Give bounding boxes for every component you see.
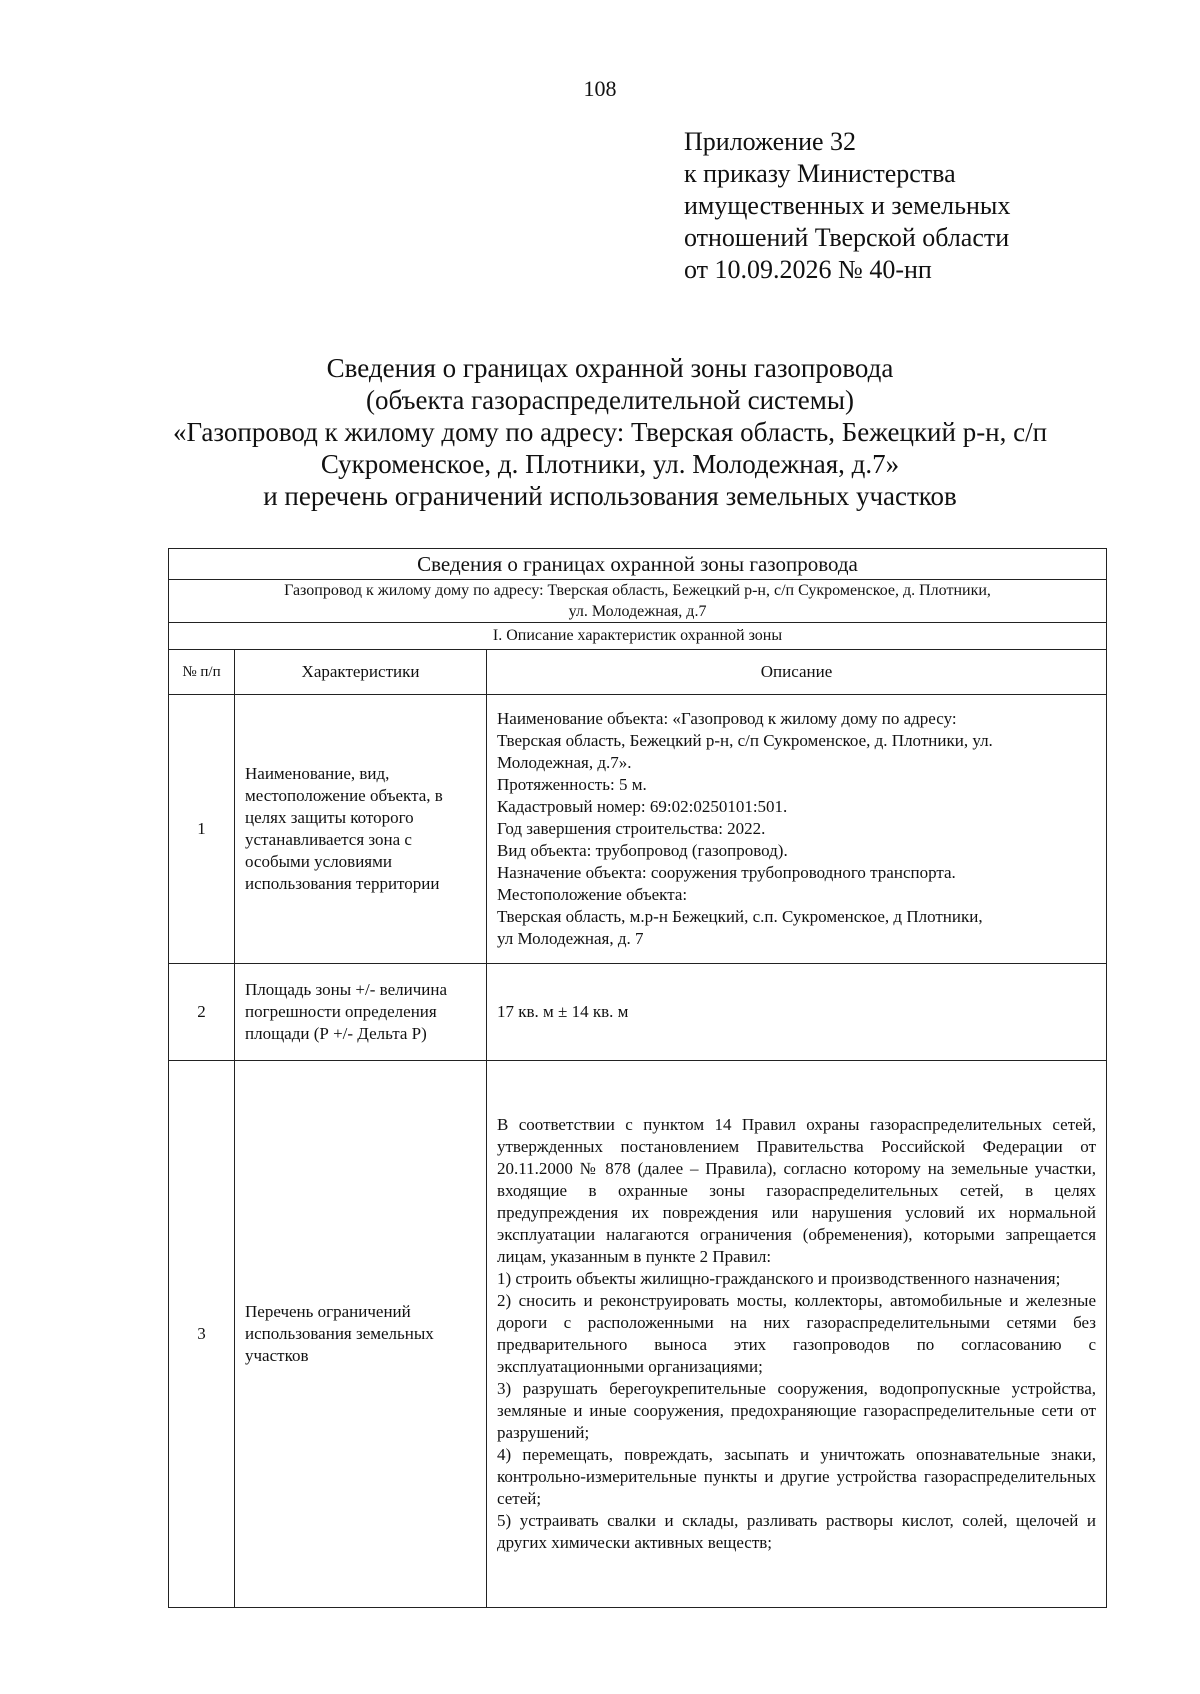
protection-zone-table xyxy=(168,548,1107,1608)
document-title xyxy=(150,352,1070,512)
title-line: «Газопровод к жилому дому по адресу: Тверская область, Бежецкий р-н, с/п xyxy=(172,417,1048,447)
column-header-characteristics: Характеристики xyxy=(235,650,487,695)
description-paragraph: 4) перемещать, повреждать, засыпать и уничтожать опознавательные знаки, контрольно-измерительные пункты и другие устройства газораспределительных сетей; xyxy=(497,1445,1097,1508)
title-line: и перечень ограничений использования земельных участков xyxy=(263,481,957,511)
appendix-line: от 10.09.2026 № 40-нп xyxy=(684,255,932,284)
description-line: Наименование объекта: «Газопровод к жилому дому по адресу: xyxy=(497,709,957,728)
table-header-title: Сведения о границах охранной зоны газопровода xyxy=(169,549,1107,580)
row-number: 1 xyxy=(169,695,235,964)
column-header-description: Описание xyxy=(487,650,1107,695)
description-line: Местоположение объекта: xyxy=(497,885,688,904)
description-paragraph: 2) сносить и реконструировать мосты, коллекторы, автомобильные и железные дороги с расположенными на них газораспределительными сетями без предварительного выноса этих газопроводов по согласованию с эксплуатационными организациями; xyxy=(497,1291,1097,1376)
row-description xyxy=(487,695,1107,964)
appendix-line: Приложение 32 xyxy=(684,127,857,156)
description-line: Протяженность: 5 м. xyxy=(497,775,647,794)
table-row xyxy=(169,695,1107,964)
table-object-row xyxy=(169,580,1107,623)
column-header-num: № п/п xyxy=(169,650,235,695)
title-line: Сукроменское, д. Плотники, ул. Молодежная, д.7» xyxy=(320,449,900,479)
description-line: ул Молодежная, д. 7 xyxy=(497,929,644,948)
row-description xyxy=(487,964,1107,1061)
row-number: 3 xyxy=(169,1061,235,1608)
description-line: Молодежная, д.7». xyxy=(497,753,632,772)
description-paragraph: 5) устраивать свалки и склады, разливать растворы кислот, солей, щелочей и других химически активных веществ; xyxy=(497,1511,1097,1552)
appendix-block xyxy=(684,126,1010,286)
table-section-row xyxy=(169,623,1107,650)
table-row xyxy=(169,964,1107,1061)
table-section-title: I. Описание характеристик охранной зоны xyxy=(169,623,1107,650)
row-number: 2 xyxy=(169,964,235,1061)
table-row xyxy=(169,1061,1107,1608)
description-paragraph: 1) строить объекты жилищно-гражданского и производственного назначения; xyxy=(497,1269,1061,1288)
appendix-line: отношений Тверской области xyxy=(684,223,1010,252)
description-line: Кадастровый номер: 69:02:0250101:501. xyxy=(497,797,788,816)
description-paragraph: 3) разрушать берегоукрепительные сооружения, водопропускные устройства, земляные и иные сооружения, предохраняющие газораспределительные сети от разрушений; xyxy=(497,1379,1097,1442)
description-line: Тверская область, Бежецкий р-н, с/п Сукроменское, д. Плотники, ул. xyxy=(497,731,993,750)
row-characteristic: Наименование, вид, местоположение объекта, в целях защиты которого устанавливается зона с особыми условиями использования территории xyxy=(235,695,487,964)
table-object-name xyxy=(169,580,1107,623)
title-line: Сведения о границах охранной зоны газопровода xyxy=(326,353,894,383)
description-line: Тверская область, м.р-н Бежецкий, с.п. Сукроменское, д Плотники, xyxy=(497,907,983,926)
description-line: 17 кв. м ± 14 кв. м xyxy=(497,1002,629,1021)
description-line: Год завершения строительства: 2022. xyxy=(497,819,766,838)
description-paragraph: В соответствии с пунктом 14 Правил охраны газораспределительных сетей, утвержденных постановлением Правительства Российской Федерации от 20.11.2000 № 878 (далее – Правила), согласно которому на земельные участки, входящие в охранные зоны газораспределительных сетей, в целях предупреждения их повреждения или нарушения условий их нормальной эксплуатации налагаются ограничения (обременения), которыми запрещается лицам, указанным в пункте 2 Правил: xyxy=(497,1115,1097,1266)
page-number: 108 xyxy=(583,76,617,101)
object-name-line: Газопровод к жилому дому по адресу: Тверская область, Бежецкий р-н, с/п Сукроменское, д. Плотники, xyxy=(284,582,991,599)
appendix-line: имущественных и земельных xyxy=(684,191,1011,220)
row-description xyxy=(487,1061,1107,1608)
row-characteristic: Площадь зоны +/- величина погрешности определения площади (Р +/- Дельта Р) xyxy=(235,964,487,1061)
appendix-line: к приказу Министерства xyxy=(684,159,956,188)
object-name-line: ул. Молодежная, д.7 xyxy=(568,603,707,620)
description-line: Назначение объекта: сооружения трубопроводного транспорта. xyxy=(497,863,956,882)
table-header-row xyxy=(169,549,1107,580)
title-line: (объекта газораспределительной системы) xyxy=(365,385,855,415)
row-characteristic: Перечень ограничений использования земельных участков xyxy=(235,1061,487,1608)
table-column-headers xyxy=(169,650,1107,695)
description-line: Вид объекта: трубопровод (газопровод). xyxy=(497,841,788,860)
